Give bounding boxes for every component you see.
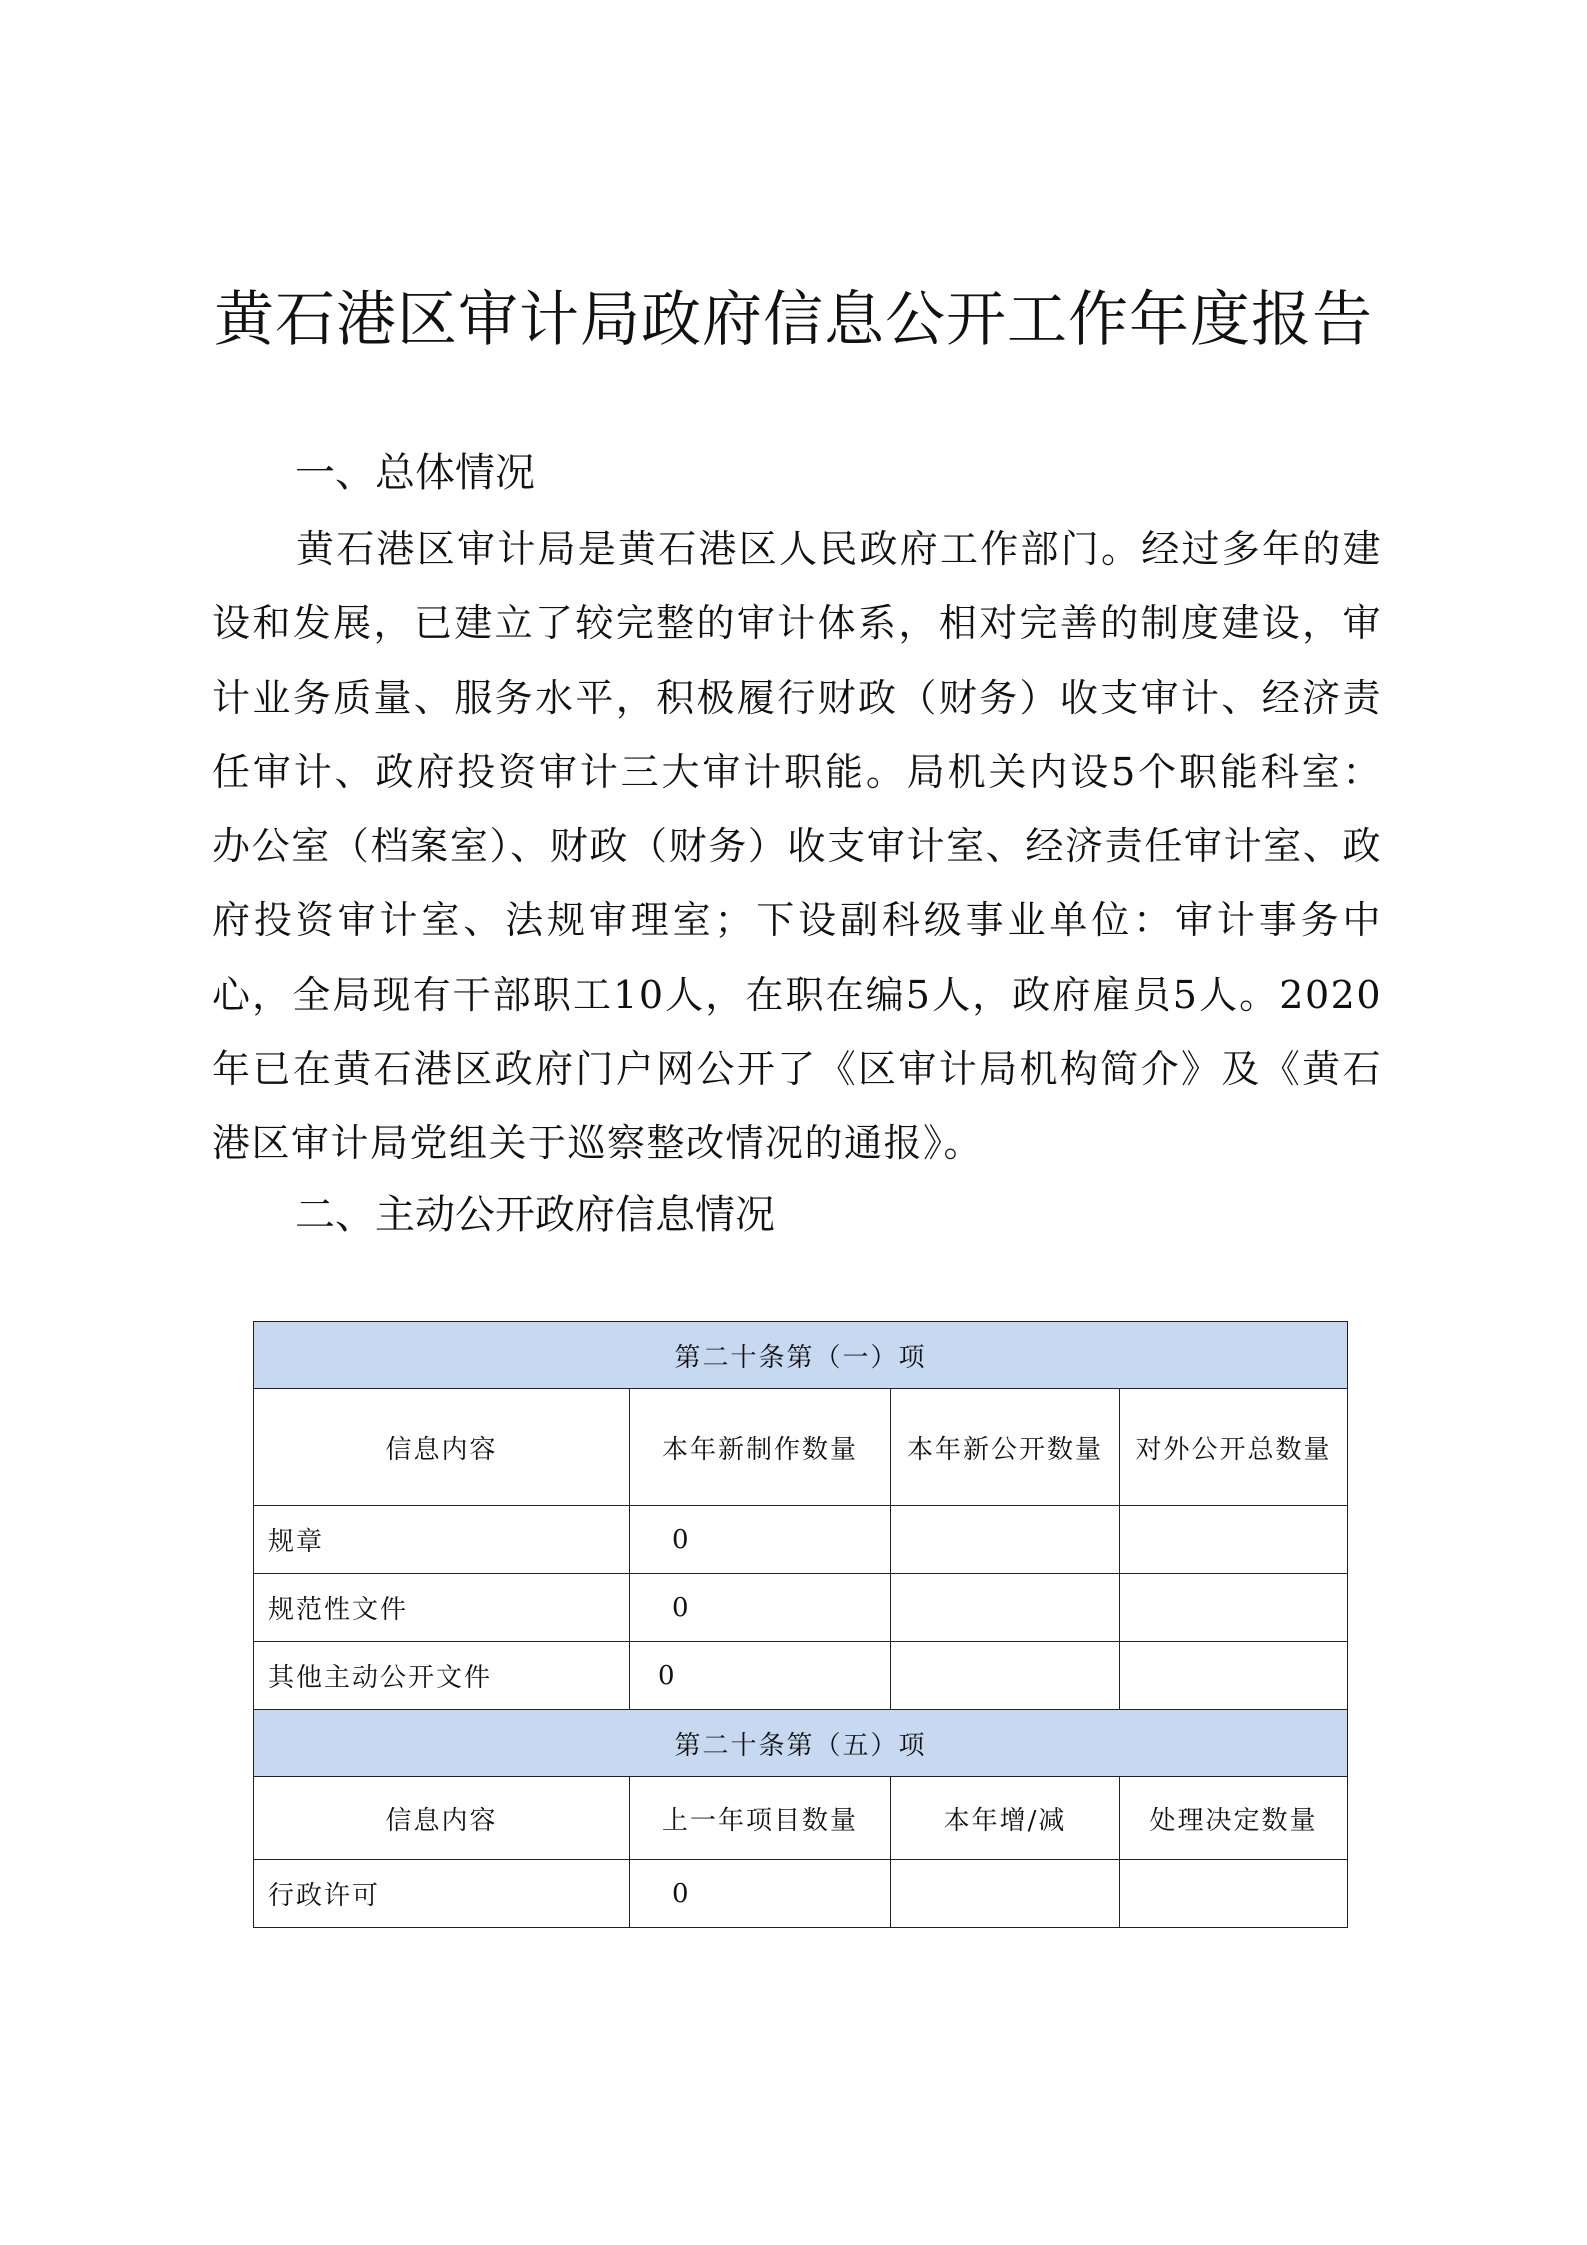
column-header: 本年增/减 (891, 1777, 1120, 1860)
cell-value (891, 1506, 1120, 1574)
cell-value: 0 (630, 1506, 891, 1574)
section-a-title: 第二十条第（一）项 (254, 1322, 1348, 1389)
cell-value (1120, 1506, 1348, 1574)
section-heading-proactive-disclosure: 二、主动公开政府信息情况 (295, 1192, 775, 1238)
row-label: 规范性文件 (254, 1574, 630, 1642)
column-header: 上一年项目数量 (630, 1777, 891, 1860)
section-heading-overview: 一、总体情况 (295, 450, 535, 496)
report-title: 黄石港区审计局政府信息公开工作年度报告 (214, 285, 1373, 355)
column-header: 本年新公开数量 (891, 1389, 1120, 1506)
table-row (254, 1860, 1348, 1928)
column-header: 信息内容 (254, 1389, 630, 1506)
cell-value (891, 1574, 1120, 1642)
row-label: 其他主动公开文件 (254, 1642, 630, 1710)
cell-value (1120, 1860, 1348, 1928)
disclosure-table (253, 1321, 1348, 1928)
table-section-header (254, 1322, 1348, 1389)
cell-value (1120, 1642, 1348, 1710)
table-row (254, 1642, 1348, 1710)
table-row (254, 1506, 1348, 1574)
table-section-header (254, 1710, 1348, 1777)
table-row (254, 1574, 1348, 1642)
column-header: 信息内容 (254, 1777, 630, 1860)
table-header-row (254, 1389, 1348, 1506)
column-header: 对外公开总数量 (1120, 1389, 1348, 1506)
cell-value: 0 (630, 1574, 891, 1642)
column-header: 处理决定数量 (1120, 1777, 1348, 1860)
cell-value (891, 1642, 1120, 1710)
cell-value: 0 (630, 1860, 891, 1928)
overview-paragraph: 黄石港区审计局是黄石港区人民政府工作部门。经过多年的建设和发展，已建立了较完整的审计体系，相对完善的制度建设，审计业务质量、服务水平，积极履行财政（财务）收支审计、经济责任审计、政府投资审计三大审计职能。局机关内设5个职能科室：办公室（档案室）、财政（财务）收支审计室、经济责任审计室、政府投资审计室、法规审理室；下设副科级事业单位：审计事务中心，全局现有干部职工10人，在职在编5人，政府雇员5人。2020年已在黄石港区政府门户网公开了《区审计局机构简介》及《黄石港区审计局党组关于巡察整改情况的通报》。 (212, 527, 1382, 1166)
table-header-row (254, 1777, 1348, 1860)
cell-value: 0 (630, 1642, 891, 1710)
section-b-title: 第二十条第（五）项 (254, 1710, 1348, 1777)
column-header: 本年新制作数量 (630, 1389, 891, 1506)
cell-value (891, 1860, 1120, 1928)
cell-value (1120, 1574, 1348, 1642)
row-label: 行政许可 (254, 1860, 630, 1928)
row-label: 规章 (254, 1506, 630, 1574)
